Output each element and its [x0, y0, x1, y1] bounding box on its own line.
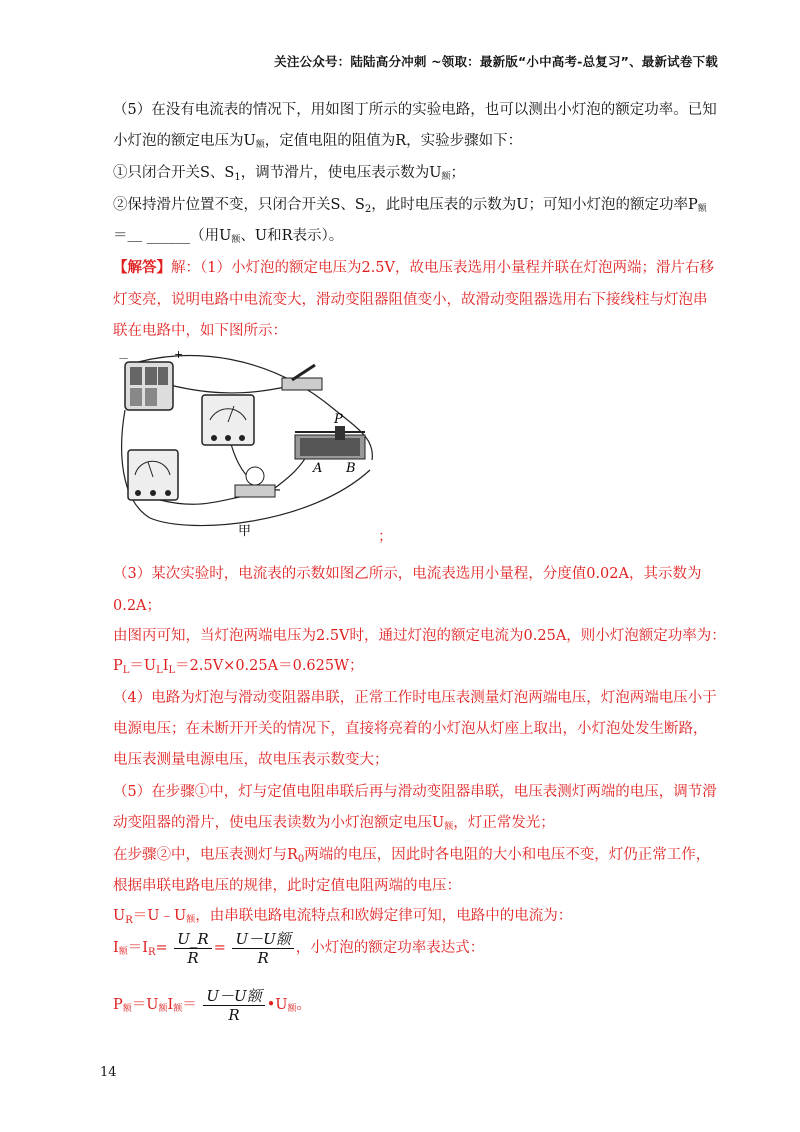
fraction-u-minus-ue-over-r: $\frac{\text{U－U额}}{R}$ [232, 930, 293, 967]
answer-line-10: 电压表测量电源电压，故电压表示数变大； [113, 752, 389, 768]
terminal-label-b: B [346, 461, 356, 476]
page-number: 14 [100, 1065, 117, 1080]
q5-line-3: ①只闭合开关S、$S_1$，调节滑片，使电压表示数为$U_额$； [113, 165, 465, 183]
answer-line-15: $U_R=U﹣U_额$，由串联电路电流特点和欧姆定律可知，电路中的电流为： [113, 908, 573, 926]
answer-line-1: 【解答】解：（1）小灯泡的额定电压为2.5V，故电压表选用小量程并联在灯泡两端；滑片右移 [113, 259, 715, 276]
circuit-diagram [110, 350, 380, 540]
answer-line-16: $I_额=I_R=$ $\frac{U\_R}{R}$ = $\frac{\text{U－U额}}{R}$ ，小灯泡的额定功率表达式： [113, 929, 485, 967]
fraction-power: $\frac{\text{U－U额}}{R}$ [203, 987, 264, 1024]
q5-line-1: （5）在没有电流表的情况下，用如图丁所示的实验电路，也可以测出小灯泡的额定功率。已知 [113, 102, 717, 118]
answer-line-11: （5）在步骤①中，灯与定值电阻串联后再与滑动变阻器串联，电压表测灯两端的电压，调节滑 [113, 784, 717, 800]
answer-line-12: 动变阻器的滑片，使电压表读数为小灯泡额定电压$U_额$，灯正常发光； [113, 815, 555, 832]
slider-label-p: P [334, 412, 343, 427]
fraction-ur-over-r: $\frac{U\_R}{R}$ [174, 930, 211, 967]
rheostat-icon [295, 426, 365, 459]
q5-line-4: ②保持滑片位置不变，只闭合开关S、$S_2$，此时电压表的示数为U；可知小灯泡的额定功率$P_额$ [113, 197, 707, 215]
switch-icon [282, 365, 322, 390]
figure-caption: 甲 [238, 524, 252, 539]
q5-line-2: 小灯泡的额定电压为$U_额$，定值电阻的阻值为R，实验步骤如下： [113, 133, 523, 150]
answer-line-3: 联在电路中，如下图所示： [113, 323, 287, 339]
answer-line-2: 灯变亮，说明电路中电流变大，滑动变阻器阻值变小，故滑动变阻器选用右下接线柱与灯泡串 [113, 292, 708, 308]
answer-line-13: 在步骤②中，电压表测灯与$R_0$两端的电压，因此时各电阻的大小和电压不变，灯仍正常工作， [113, 847, 711, 865]
answer-line-14: 根据串联电路电压的规律，此时定值电阻两端的电压： [113, 878, 461, 894]
figure-semicolon: ； [378, 529, 393, 545]
voltmeter-icon [202, 395, 254, 445]
answer-line-8: （4）电路为灯泡与滑动变阻器串联，正常工作时电压表测量灯泡两端电压，灯泡两端电压小于 [113, 690, 717, 706]
answer-line-7: $P_L=U_LI_L=2.5V\times 0.25A=0.625W$； [113, 658, 364, 676]
answer-line-6: 由图丙可知，当灯泡两端电压为2.5V时，通过灯泡的额定电流为0.25A，则小灯泡额定功率为： [113, 628, 726, 644]
answer-line-4: （3）某次实验时，电流表的示数如图乙所示，电流表选用小量程，分度值0.02A，其示数为 [113, 566, 702, 582]
q5-line-5: ＝＿ ______（用$U_额$、U和R表示）。 [113, 228, 344, 245]
terminal-label-a: A [313, 461, 323, 476]
lamp-icon [235, 467, 275, 497]
answer-line-5: 0.2A； [113, 598, 162, 614]
page-header: 关注公众号：陆陆高分冲刺 ~领取：最新版“小中高考-总复习”、最新试卷下载 [274, 54, 718, 69]
answer-line-17: $P_额=U_额I_额=$ $\frac{\text{U－U额}}{R}$ $•U_额$。 [113, 986, 311, 1024]
battery-plus-label: + [174, 350, 184, 361]
battery-minus-label: － [118, 352, 129, 365]
battery-icon [125, 362, 173, 410]
ammeter-icon [128, 450, 178, 500]
answer-line-9: 电源电压；在未断开开关的情况下，直接将亮着的小灯泡从灯座上取出，小灯泡处发生断路， [113, 721, 708, 737]
